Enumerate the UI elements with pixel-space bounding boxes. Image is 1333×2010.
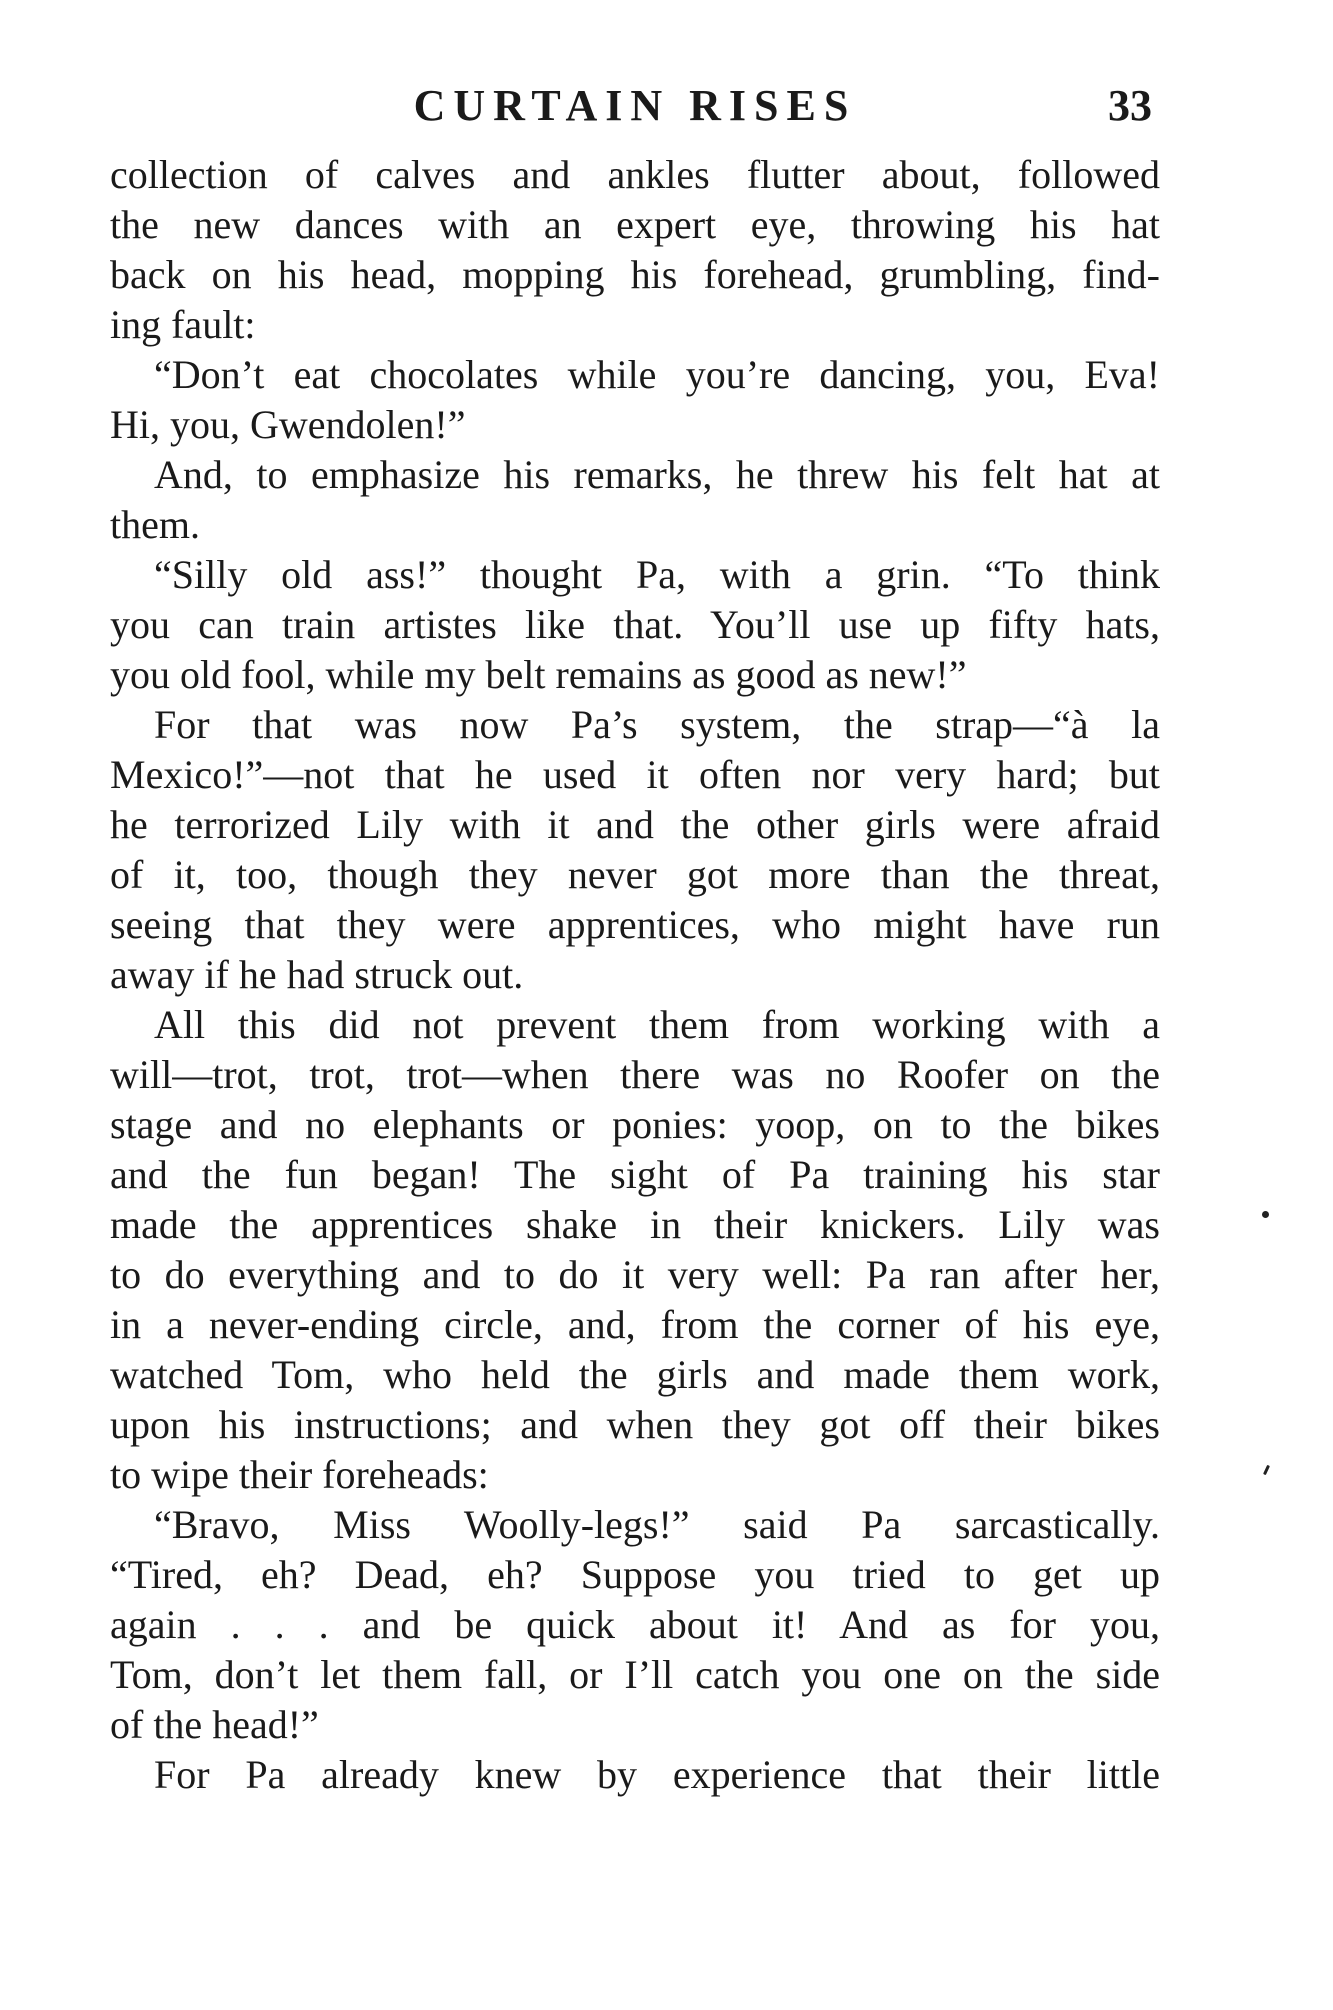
text-line: ing fault:	[110, 302, 256, 347]
text-line: And, to emphasize his remarks, he threw his felt hat at	[154, 452, 1160, 497]
text-line: For Pa already knew by experience that their little	[154, 1752, 1160, 1797]
text-line: Mexico!”—not that he used it often nor very hard; but	[110, 752, 1160, 797]
text-line: watched Tom, who held the girls and made them work,	[110, 1352, 1160, 1397]
text-line: again . . . and be quick about it! And as for you,	[110, 1602, 1160, 1647]
text-line: them.	[110, 502, 200, 547]
page-number: 33	[1108, 81, 1152, 130]
text-line: of the head!”	[110, 1702, 319, 1747]
book-page	[110, 60, 1160, 1800]
text-line: to wipe their foreheads:	[110, 1452, 489, 1497]
text-line: “Tired, eh? Dead, eh? Suppose you tried to get up	[110, 1552, 1160, 1597]
text-line: All this did not prevent them from working with a	[154, 1002, 1160, 1047]
text-line: of it, too, though they never got more than the threat,	[110, 852, 1160, 897]
margin-speck	[1262, 1211, 1269, 1218]
text-line: stage and no elephants or ponies: yoop, on to the bikes	[110, 1102, 1160, 1147]
margin-speck	[1263, 1465, 1270, 1475]
text-line: and the fun began! The sight of Pa training his star	[110, 1152, 1160, 1197]
text-line: “Silly old ass!” thought Pa, with a grin. “To think	[154, 552, 1160, 597]
text-line: to do everything and to do it very well: Pa ran after her,	[110, 1252, 1160, 1297]
text-line: he terrorized Lily with it and the other girls were afraid	[110, 802, 1160, 847]
text-line: “Bravo, Miss Woolly-legs!” said Pa sarcastically.	[154, 1502, 1160, 1547]
text-line: Hi, you, Gwendolen!”	[110, 402, 466, 447]
text-line: away if he had struck out.	[110, 952, 524, 997]
text-line: back on his head, mopping his forehead, grumbling, find-	[110, 252, 1160, 297]
text-line: will—trot, trot, trot—when there was no Roofer on the	[110, 1052, 1160, 1097]
text-line: “Don’t eat chocolates while you’re dancing, you, Eva!	[154, 352, 1160, 397]
text-line: made the apprentices shake in their knickers. Lily was	[110, 1202, 1160, 1247]
running-title: CURTAIN RISES	[413, 81, 857, 130]
text-line: collection of calves and ankles flutter about, followed	[110, 152, 1160, 197]
text-line: For that was now Pa’s system, the strap—“à la	[154, 702, 1160, 747]
text-line: the new dances with an expert eye, throwing his hat	[110, 202, 1160, 247]
text-line: in a never-ending circle, and, from the corner of his eye,	[110, 1302, 1160, 1347]
running-head	[110, 60, 1160, 150]
text-line: upon his instructions; and when they got off their bikes	[110, 1402, 1160, 1447]
text-line: you old fool, while my belt remains as good as new!”	[110, 652, 967, 697]
body-text	[110, 150, 1160, 1800]
text-line: seeing that they were apprentices, who might have run	[110, 902, 1160, 947]
text-line: Tom, don’t let them fall, or I’ll catch you one on the side	[110, 1652, 1160, 1697]
text-line: you can train artistes like that. You’ll use up fifty hats,	[110, 602, 1160, 647]
